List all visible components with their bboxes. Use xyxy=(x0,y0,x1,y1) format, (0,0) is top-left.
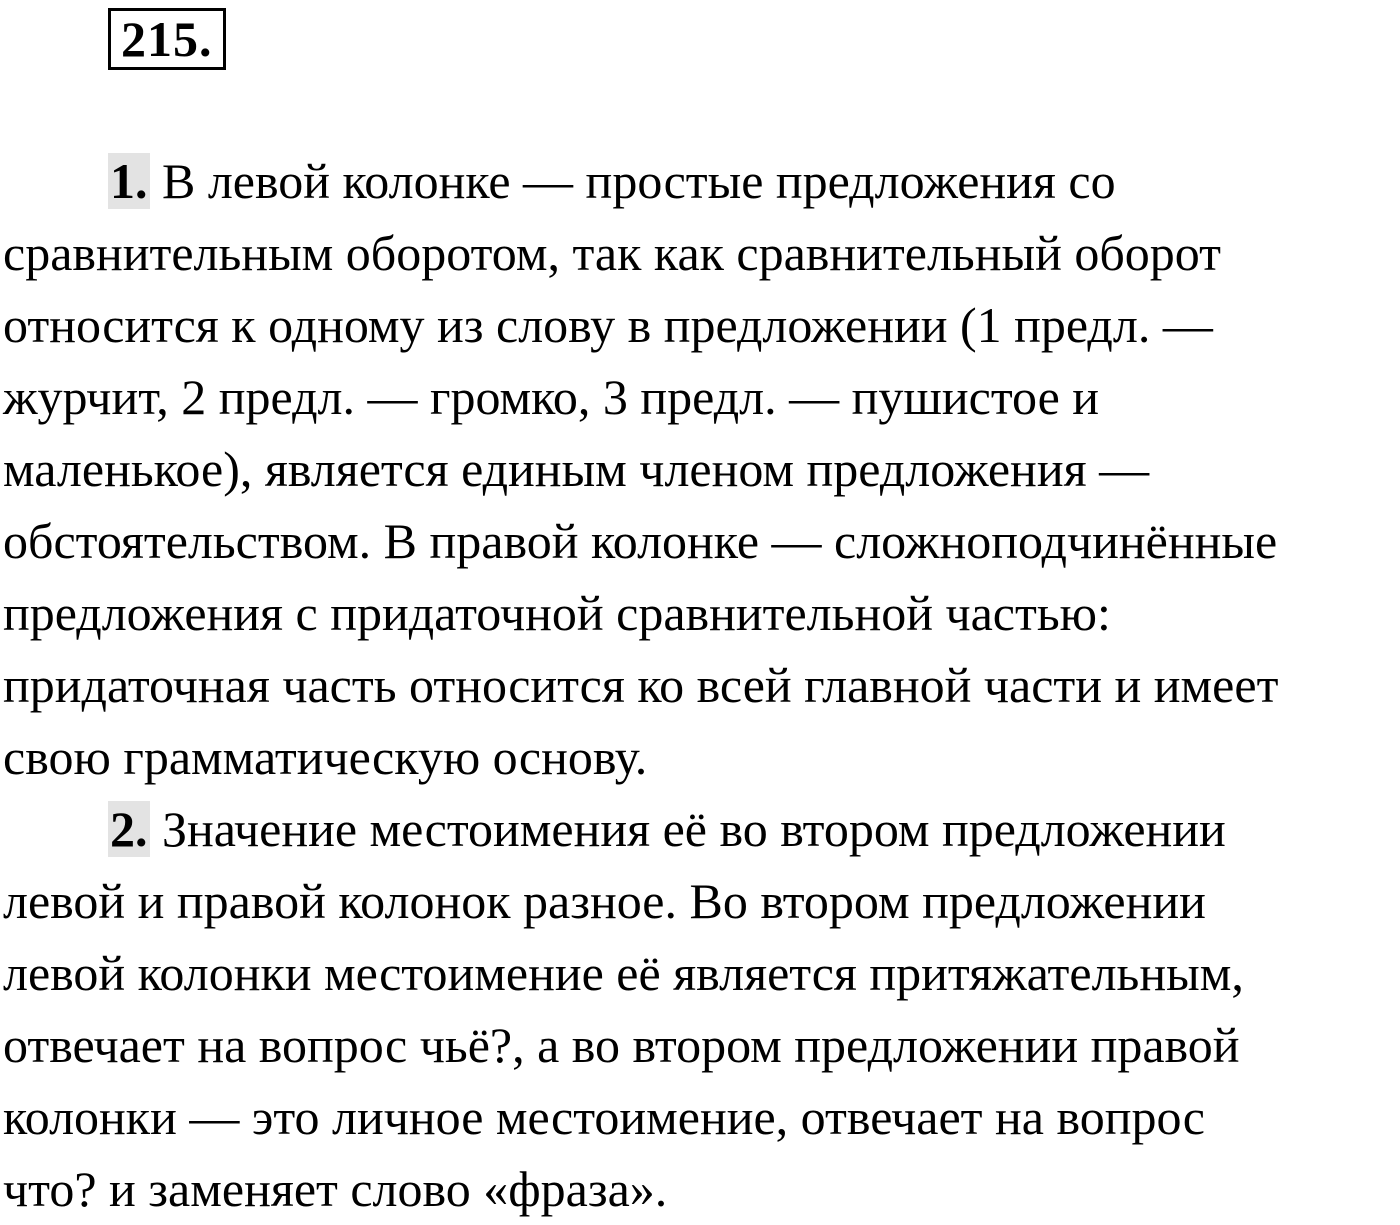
item-1-line-2: относится к одному из слову в предложении (1 предл. — xyxy=(3,297,1213,353)
item-1-line-3: журчит, 2 предл. — громко, 3 предл. — пушистое и xyxy=(3,369,1100,425)
exercise-number-dot: . xyxy=(199,11,213,67)
item-1-line-4: маленькое), является единым членом предложения — xyxy=(3,441,1150,497)
item-1-number: 1. xyxy=(110,153,148,209)
item-2-first-line xyxy=(108,793,1226,865)
item-1-line-8: свою грамматическую основу. xyxy=(3,729,648,785)
item-2-first-line-text: Значение местоимения её во втором предложении xyxy=(149,801,1226,857)
item-2-line-3: отвечает на вопрос чьё?, а во втором предложении правой xyxy=(3,1017,1240,1073)
item-2-line-2: левой колонки местоимение её является притяжательным, xyxy=(3,945,1244,1001)
item-1-line-1: сравнительным оборотом, так как сравнительный оборот xyxy=(3,225,1221,281)
item-2-number: 2. xyxy=(110,801,148,857)
item-1-line-7: придаточная часть относится ко всей главной части и имеет xyxy=(3,657,1279,713)
item-1-first-line-text: В левой колонке — простые предложения со xyxy=(149,153,1116,209)
item-2-line-1: левой и правой колонок разное. Во втором предложении xyxy=(3,873,1206,929)
item-1-first-line xyxy=(108,145,1116,217)
item-2-line-5: что? и заменяет слово «фраза». xyxy=(3,1161,668,1217)
item-2-line-4: колонки — это личное местоимение, отвечает на вопрос xyxy=(3,1089,1205,1145)
exercise-number-box xyxy=(108,8,226,70)
exercise-number: 215 xyxy=(121,11,199,67)
item-1-line-5: обстоятельством. В правой колонке — сложноподчинённые xyxy=(3,513,1278,569)
item-1-line-6: предложения с придаточной сравнительной частью: xyxy=(3,585,1111,641)
